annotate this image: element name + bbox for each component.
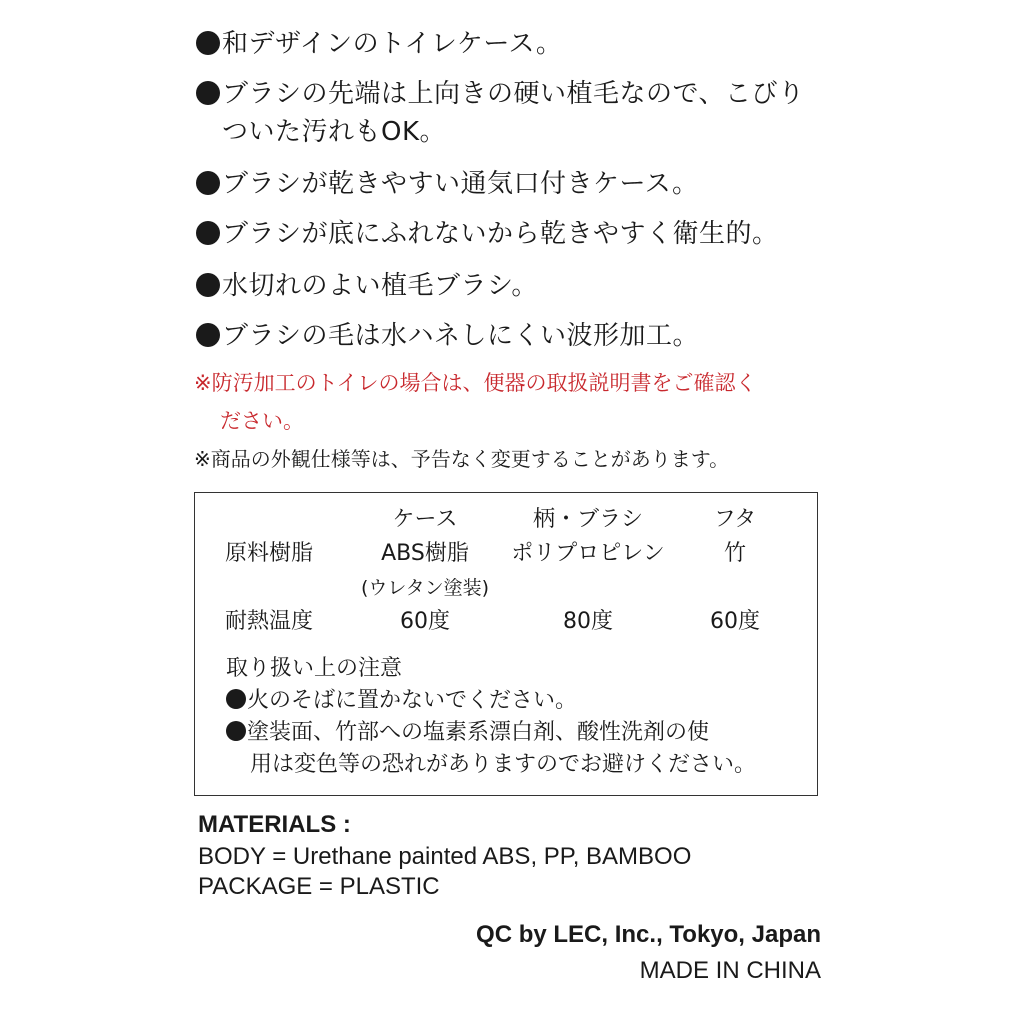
feature-text: ブラシの先端は上向きの硬い植毛なので、こびり [222,79,805,109]
feature-continuation: ついた汚れもOK。 [222,117,447,147]
materials-title: MATERIALS : [198,811,351,838]
qc-credit: QC by LEC, Inc., Tokyo, Japan [476,921,821,948]
feature-item [196,166,698,202]
material-case: ABS樹脂 [381,541,469,566]
bullet-dot-icon [196,171,220,195]
bullet-dot-icon [196,221,220,245]
notice-text: ※商品の外観仕様等は、予告なく変更することがあります。 [194,447,730,471]
caution-text: 火のそばに置かないでください。 [247,688,578,713]
feature-item [196,216,779,252]
feature-item [196,268,538,304]
feature-text: ブラシが底にふれないから乾きやすく衛生的。 [222,219,779,249]
materials-package: PACKAGE = PLASTIC [198,873,440,900]
warning-red-continuation: ださい。 [220,409,304,433]
heat-label: 耐熱温度 [225,609,314,634]
column-header-lid: フタ [713,507,757,532]
column-header-brush: 柄・ブラシ [532,507,643,532]
bullet-dot-icon [226,689,246,709]
bullet-dot-icon [226,721,246,741]
heat-lid: 60度 [710,609,760,634]
feature-text: ブラシが乾きやすい通気口付きケース。 [222,169,699,199]
feature-item [196,76,804,112]
feature-text: ブラシの毛は水ハネしにくい波形加工。 [222,321,700,351]
feature-text: 和デザインのトイレケース。 [222,29,563,59]
materials-body: BODY = Urethane painted ABS, PP, BAMBOO [198,843,692,870]
column-header-case: ケース [392,507,458,532]
bullet-dot-icon [196,273,220,297]
caution-item [226,718,709,748]
feature-text: 水切れのよい植毛ブラシ。 [222,271,538,301]
warning-red: ※防汚加工のトイレの場合は、便器の取扱説明書をご確認く [194,371,757,395]
coating-note: (ウレタン塗装) [360,577,490,599]
material-brush: ポリプロピレン [511,541,665,566]
feature-item [196,318,699,354]
heat-brush: 80度 [563,609,613,634]
caution-continuation: 用は変色等の恐れがありますのでお避けください。 [250,752,757,777]
material-label: 原料樹脂 [225,541,314,566]
origin-label: MADE IN CHINA [639,957,821,984]
heat-case: 60度 [400,609,450,634]
bullet-dot-icon [196,81,220,105]
bullet-dot-icon [196,323,220,347]
bullet-dot-icon [196,31,220,55]
caution-text: 塗装面、竹部への塩素系漂白剤、酸性洗剤の使 [247,720,710,745]
caution-item [226,686,577,716]
feature-item [196,26,562,62]
material-lid: 竹 [723,541,746,566]
caution-title: 取り扱い上の注意 [226,656,403,681]
